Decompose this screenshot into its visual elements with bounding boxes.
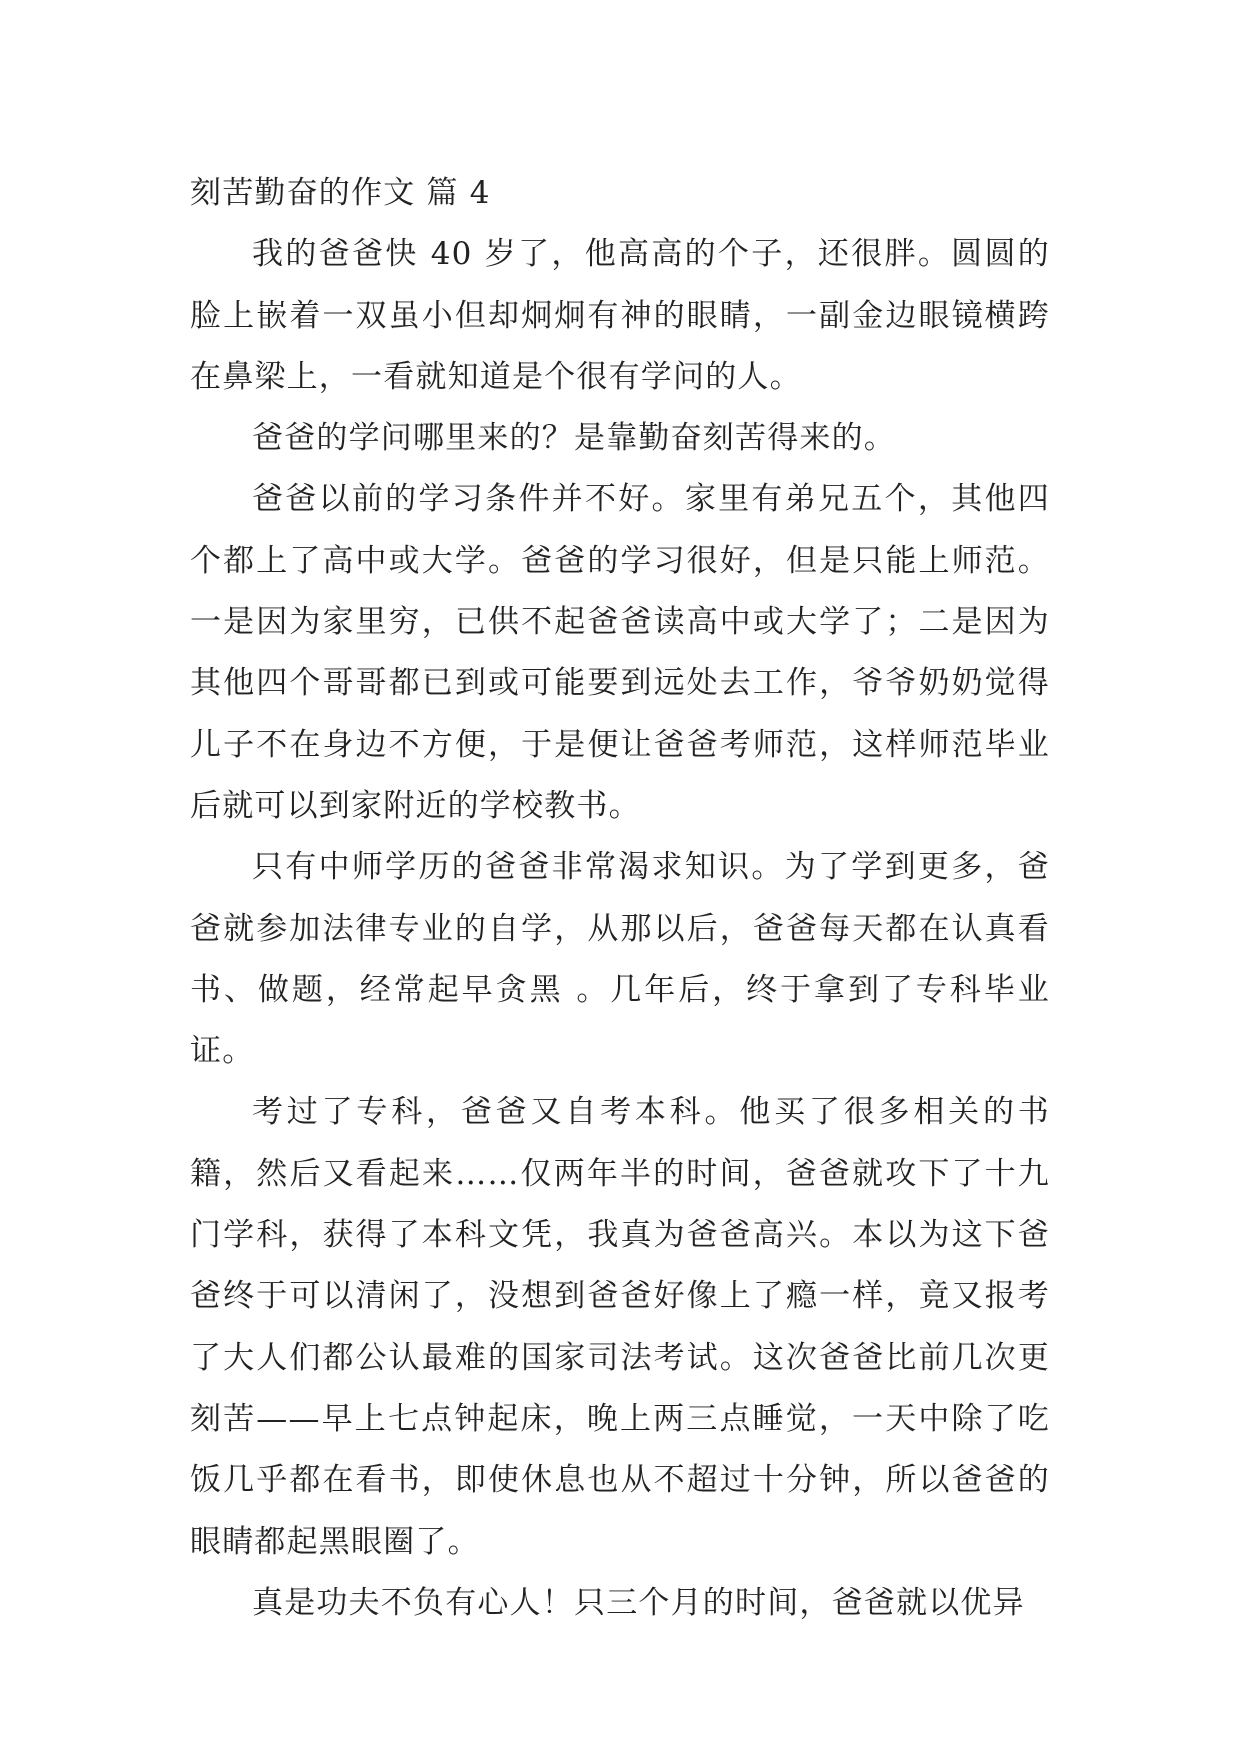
paragraph-3: 爸爸以前的学习条件并不好。家里有弟兄五个，其他四个都上了高中或大学。爸爸的学习很好，但是只能上师范。一是因为家里穷，已供不起爸爸读高中或大学了；二是因为其他四个哥哥都已到或可能要到远处去工作，爷爷奶奶觉得儿子不在身边不方便，于是便让爸爸考师范，这样师范毕业后就可以到家附近的学校教书。 (190, 481, 1050, 824)
essay-title: 刻苦勤奋的作文 篇 4 (190, 175, 491, 211)
paragraph-5: 考过了专科，爸爸又自考本科。他买了很多相关的书籍，然后又看起来……仅两年半的时间，爸爸就攻下了十九门学科，获得了本科文凭，我真为爸爸高兴。本以为这下爸爸终于可以清闲了，没想到爸爸好像上了瘾一样，竟又报考了大人们都公认最难的国家司法考试。这次爸爸比前几次更刻苦——早上七点钟起床，晚上两三点睡觉，一天中除了吃饭几乎都在看书，即使休息也从不超过十分钟，所以爸爸的眼睛都起黑眼圈了。 (190, 1094, 1050, 1560)
paragraph-1: 我的爸爸快 40 岁了，他高高的个子，还很胖。圆圆的脸上嵌着一双虽小但却炯炯有神的眼睛，一副金边眼镜横跨在鼻梁上，一看就知道是个很有学问的人。 (190, 236, 1050, 395)
document-body (190, 163, 1050, 1634)
paragraph-6: 真是功夫不负有心人！只三个月的时间，爸爸就以优异 (252, 1584, 1025, 1621)
paragraph-2: 爸爸的学问哪里来的？是靠勤奋刻苦得来的。 (252, 420, 896, 457)
paragraph-4: 只有中师学历的爸爸非常渴求知识。为了学到更多，爸爸就参加法律专业的自学，从那以后，爸爸每天都在认真看书、做题，经常起早贪黑 。几年后，终于拿到了专科毕业证。 (190, 849, 1050, 1070)
